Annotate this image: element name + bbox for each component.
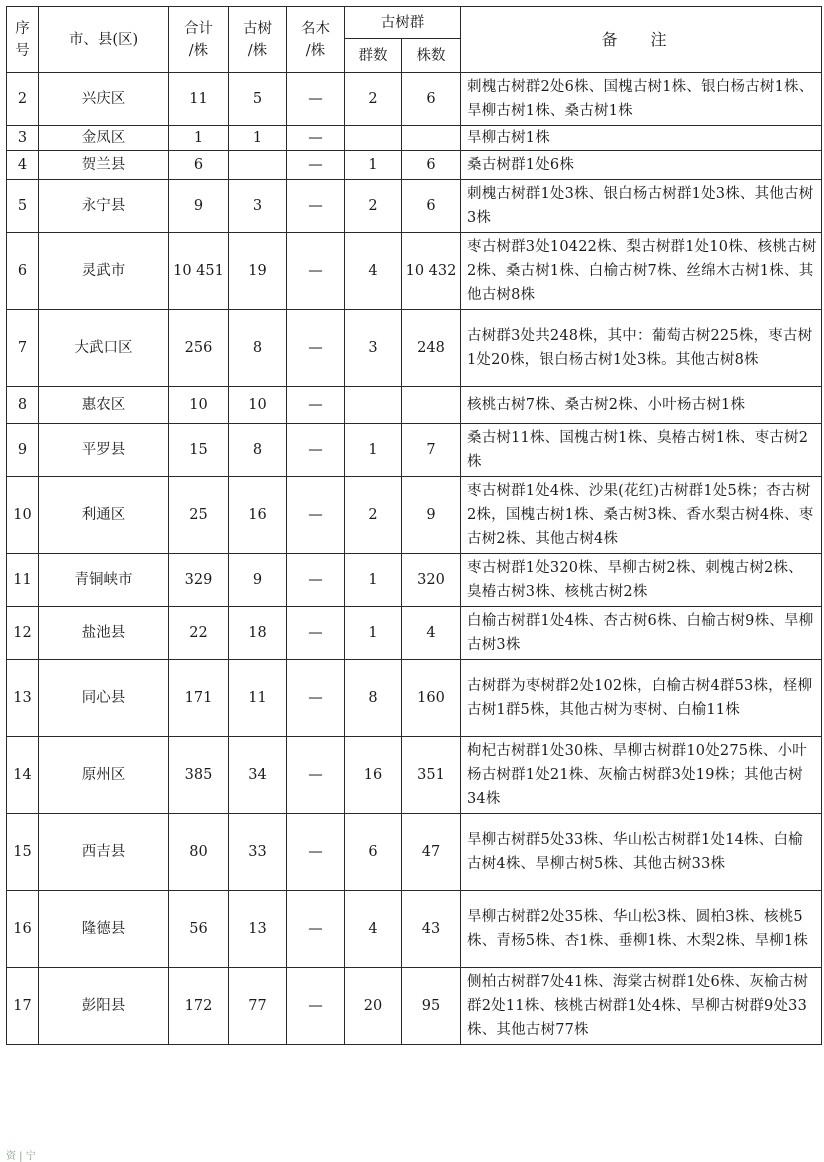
table-row <box>7 126 822 151</box>
famous-tree-cell: — <box>287 607 345 660</box>
col-group-header: 古树群 <box>345 7 461 39</box>
group-count-cell <box>345 126 402 151</box>
group-trees-cell: 4 <box>402 607 461 660</box>
old-tree-cell: 8 <box>229 424 287 477</box>
group-trees-cell: 320 <box>402 554 461 607</box>
remark-cell: 桑古树群1处6株 <box>461 151 822 180</box>
total-cell: 9 <box>169 180 229 233</box>
group-trees-cell: 248 <box>402 310 461 387</box>
famous-tree-cell: — <box>287 151 345 180</box>
seq-cell: 14 <box>7 737 39 814</box>
old-tree-cell <box>229 151 287 180</box>
col-famous-tree-header: 名木 /株 <box>287 7 345 73</box>
group-trees-cell: 7 <box>402 424 461 477</box>
famous-tree-cell: — <box>287 126 345 151</box>
total-cell: 11 <box>169 73 229 126</box>
seq-cell: 13 <box>7 660 39 737</box>
famous-tree-cell: — <box>287 73 345 126</box>
total-cell: 10 451 <box>169 233 229 310</box>
total-cell: 56 <box>169 891 229 968</box>
seq-cell: 10 <box>7 477 39 554</box>
group-count-cell: 1 <box>345 607 402 660</box>
total-cell: 80 <box>169 814 229 891</box>
old-tree-cell: 13 <box>229 891 287 968</box>
table-row <box>7 233 822 310</box>
table-header <box>7 7 822 73</box>
remark-cell: 核桃古树7株、桑古树2株、小叶杨古树1株 <box>461 387 822 424</box>
total-cell: 10 <box>169 387 229 424</box>
city-cell: 灵武市 <box>39 233 169 310</box>
old-tree-cell: 19 <box>229 233 287 310</box>
remark-cell: 刺槐古树群1处3株、银白杨古树群1处3株、其他古树3株 <box>461 180 822 233</box>
famous-tree-cell: — <box>287 968 345 1045</box>
col-group-count-header: 群数 <box>345 39 402 73</box>
group-count-cell: 2 <box>345 73 402 126</box>
remark-cell: 枣古树群3处10422株、梨古树群1处10株、核桃古树2株、桑古树1株、白榆古树7株、丝绵木古树1株、其他古树8株 <box>461 233 822 310</box>
famous-tree-cell: — <box>287 660 345 737</box>
group-trees-cell: 47 <box>402 814 461 891</box>
old-tree-cell: 10 <box>229 387 287 424</box>
group-count-cell: 3 <box>345 310 402 387</box>
total-cell: 385 <box>169 737 229 814</box>
table-row <box>7 607 822 660</box>
city-cell: 平罗县 <box>39 424 169 477</box>
col-remark-header: 备 注 <box>461 7 822 73</box>
city-cell: 永宁县 <box>39 180 169 233</box>
remark-cell: 枸杞古树群1处30株、旱柳古树群10处275株、小叶杨古树群1处21株、灰榆古树群3处19株；其他古树34株 <box>461 737 822 814</box>
table-row <box>7 477 822 554</box>
group-trees-cell: 351 <box>402 737 461 814</box>
group-count-cell: 4 <box>345 233 402 310</box>
total-cell: 22 <box>169 607 229 660</box>
col-group-trees-header: 株数 <box>402 39 461 73</box>
seq-cell: 3 <box>7 126 39 151</box>
remark-cell: 旱柳古树群5处33株、华山松古树群1处14株、白榆古树4株、旱柳古树5株、其他古树33株 <box>461 814 822 891</box>
famous-tree-cell: — <box>287 891 345 968</box>
group-count-cell: 1 <box>345 554 402 607</box>
col-old-tree-header: 古树 /株 <box>229 7 287 73</box>
group-trees-cell: 10 432 <box>402 233 461 310</box>
group-trees-cell: 43 <box>402 891 461 968</box>
seq-cell: 2 <box>7 73 39 126</box>
seq-cell: 9 <box>7 424 39 477</box>
old-tree-cell: 18 <box>229 607 287 660</box>
famous-tree-cell: — <box>287 554 345 607</box>
group-trees-cell: 6 <box>402 73 461 126</box>
seq-cell: 5 <box>7 180 39 233</box>
city-cell: 兴庆区 <box>39 73 169 126</box>
table-row <box>7 737 822 814</box>
city-cell: 彭阳县 <box>39 968 169 1045</box>
remark-cell: 白榆古树群1处4株、杏古树6株、白榆古树9株、旱柳古树3株 <box>461 607 822 660</box>
group-trees-cell: 6 <box>402 180 461 233</box>
city-cell: 金凤区 <box>39 126 169 151</box>
city-cell: 大武口区 <box>39 310 169 387</box>
page-footer-fragment: 资 | 宁 <box>6 1151 36 1162</box>
old-tree-cell: 77 <box>229 968 287 1045</box>
total-cell: 171 <box>169 660 229 737</box>
remark-cell: 古树群为枣树群2处102株，白榆古树4群53株，柽柳古树1群5株，其他古树为枣树、白榆11株 <box>461 660 822 737</box>
city-cell: 同心县 <box>39 660 169 737</box>
group-trees-cell: 95 <box>402 968 461 1045</box>
old-tree-cell: 5 <box>229 73 287 126</box>
table-row <box>7 891 822 968</box>
seq-cell: 11 <box>7 554 39 607</box>
city-cell: 青铜峡市 <box>39 554 169 607</box>
group-trees-cell <box>402 387 461 424</box>
old-tree-cell: 11 <box>229 660 287 737</box>
seq-cell: 16 <box>7 891 39 968</box>
col-total-header: 合计 /株 <box>169 7 229 73</box>
group-count-cell: 20 <box>345 968 402 1045</box>
remark-cell: 桑古树11株、国槐古树1株、臭椿古树1株、枣古树2株 <box>461 424 822 477</box>
total-cell: 25 <box>169 477 229 554</box>
seq-cell: 17 <box>7 968 39 1045</box>
group-count-cell: 16 <box>345 737 402 814</box>
col-seq-header: 序 号 <box>7 7 39 73</box>
remark-cell: 旱柳古树1株 <box>461 126 822 151</box>
remark-cell: 古树群3处共248株，其中：葡萄古树225株，枣古树1处20株，银白杨古树1处3株。其他古树8株 <box>461 310 822 387</box>
famous-tree-cell: — <box>287 387 345 424</box>
famous-tree-cell: — <box>287 424 345 477</box>
seq-cell: 15 <box>7 814 39 891</box>
city-cell: 原州区 <box>39 737 169 814</box>
group-count-cell: 8 <box>345 660 402 737</box>
city-cell: 惠农区 <box>39 387 169 424</box>
seq-cell: 7 <box>7 310 39 387</box>
famous-tree-cell: — <box>287 477 345 554</box>
famous-tree-cell: — <box>287 814 345 891</box>
table-row <box>7 660 822 737</box>
old-tree-cell: 33 <box>229 814 287 891</box>
city-cell: 盐池县 <box>39 607 169 660</box>
table-body <box>7 73 822 1045</box>
famous-tree-cell: — <box>287 180 345 233</box>
group-count-cell: 6 <box>345 814 402 891</box>
table-row <box>7 310 822 387</box>
total-cell: 15 <box>169 424 229 477</box>
table-row <box>7 424 822 477</box>
group-count-cell: 4 <box>345 891 402 968</box>
total-cell: 172 <box>169 968 229 1045</box>
total-cell: 256 <box>169 310 229 387</box>
city-cell: 利通区 <box>39 477 169 554</box>
seq-cell: 4 <box>7 151 39 180</box>
city-cell: 隆德县 <box>39 891 169 968</box>
remark-cell: 刺槐古树群2处6株、国槐古树1株、银白杨古树1株、旱柳古树1株、桑古树1株 <box>461 73 822 126</box>
old-tree-cell: 34 <box>229 737 287 814</box>
table-row <box>7 968 822 1045</box>
seq-cell: 12 <box>7 607 39 660</box>
old-tree-cell: 8 <box>229 310 287 387</box>
city-cell: 西吉县 <box>39 814 169 891</box>
famous-tree-cell: — <box>287 233 345 310</box>
group-trees-cell: 9 <box>402 477 461 554</box>
remark-cell: 旱柳古树群2处35株、华山松3株、圆柏3株、核桃5株、青杨5株、杏1株、垂柳1株、木梨2株、旱柳1株 <box>461 891 822 968</box>
old-tree-cell: 3 <box>229 180 287 233</box>
group-count-cell: 2 <box>345 180 402 233</box>
old-tree-cell: 16 <box>229 477 287 554</box>
group-trees-cell: 160 <box>402 660 461 737</box>
col-city-header: 市、县(区) <box>39 7 169 73</box>
table-row <box>7 387 822 424</box>
group-count-cell: 1 <box>345 424 402 477</box>
total-cell: 1 <box>169 126 229 151</box>
table-row <box>7 151 822 180</box>
group-trees-cell <box>402 126 461 151</box>
ancient-trees-table <box>6 6 822 1045</box>
table-row <box>7 814 822 891</box>
famous-tree-cell: — <box>287 737 345 814</box>
group-count-cell: 2 <box>345 477 402 554</box>
table-row <box>7 73 822 126</box>
famous-tree-cell: — <box>287 310 345 387</box>
group-trees-cell: 6 <box>402 151 461 180</box>
old-tree-cell: 9 <box>229 554 287 607</box>
seq-cell: 8 <box>7 387 39 424</box>
remark-cell: 侧柏古树群7处41株、海棠古树群1处6株、灰榆古树群2处11株、核桃古树群1处4株、旱柳古树群9处33株、其他古树77株 <box>461 968 822 1045</box>
table-row <box>7 554 822 607</box>
remark-cell: 枣古树群1处4株、沙果(花红)古树群1处5株；杏古树2株，国槐古树1株、桑古树3株、香水梨古树4株、枣古树2株、其他古树4株 <box>461 477 822 554</box>
total-cell: 329 <box>169 554 229 607</box>
old-tree-cell: 1 <box>229 126 287 151</box>
total-cell: 6 <box>169 151 229 180</box>
table-row <box>7 180 822 233</box>
group-count-cell <box>345 387 402 424</box>
group-count-cell: 1 <box>345 151 402 180</box>
remark-cell: 枣古树群1处320株、旱柳古树2株、刺槐古树2株、臭椿古树3株、核桃古树2株 <box>461 554 822 607</box>
city-cell: 贺兰县 <box>39 151 169 180</box>
seq-cell: 6 <box>7 233 39 310</box>
